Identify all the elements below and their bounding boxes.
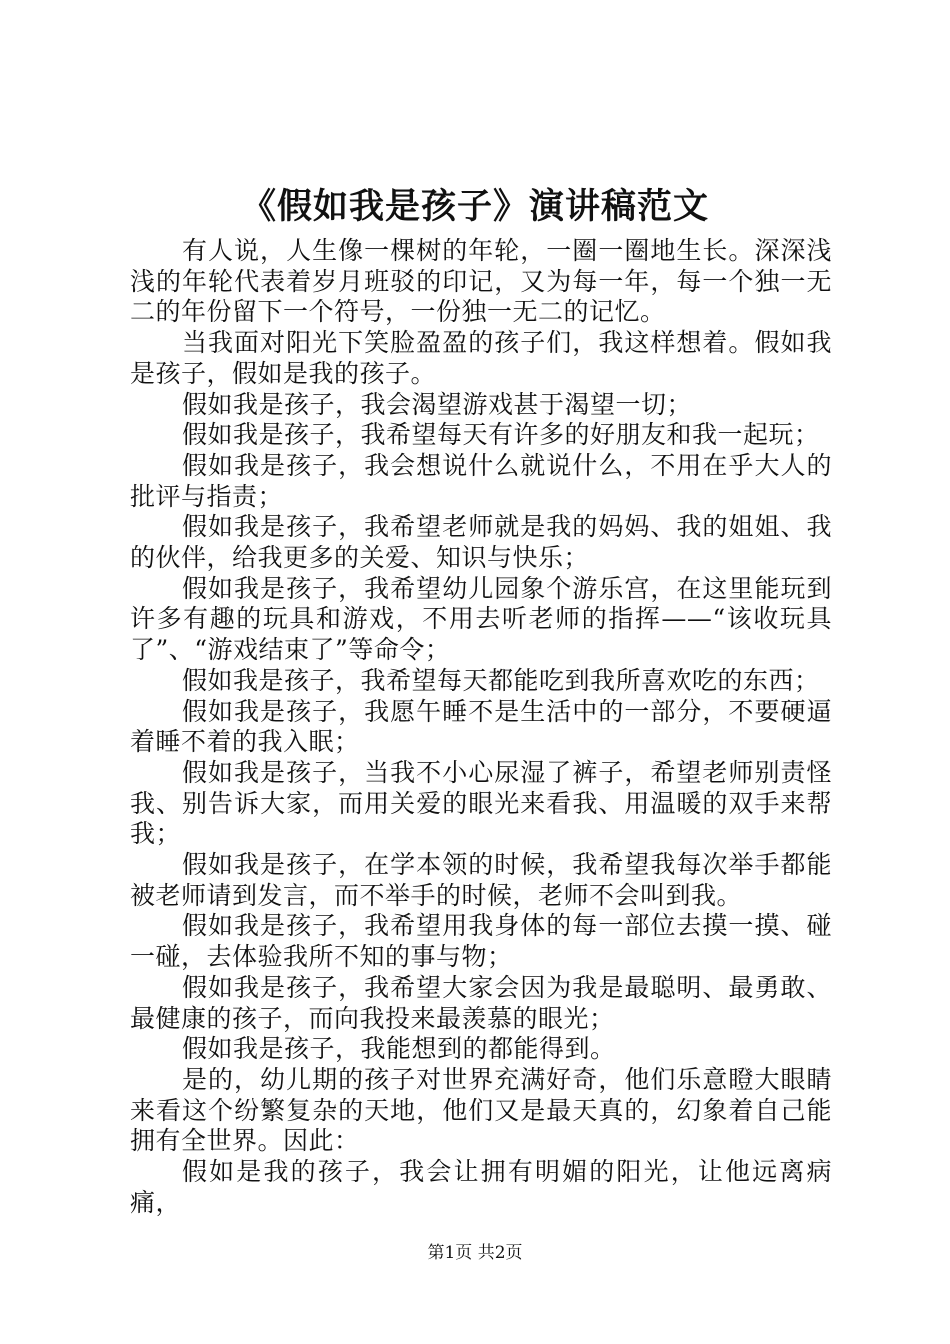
paragraph: 假如我是孩子，我希望用我身体的每一部位去摸一摸、碰一碰，去体验我所不知的事与物；: [130, 911, 832, 972]
document-title: 《假如我是孩子》演讲稿范文: [240, 186, 709, 227]
document-body: [130, 236, 832, 1219]
paragraph: 是的，幼儿期的孩子对世界充满好奇，他们乐意瞪大眼睛来看这个纷繁复杂的天地，他们又是最天真的，幻象着自己能拥有全世界。因此：: [130, 1064, 832, 1156]
page-number-footer: 第1页 共2页: [427, 1243, 523, 1263]
paragraph: 假如我是孩子，我希望老师就是我的妈妈、我的姐姐、我的伙伴，给我更多的关爱、知识与快乐；: [130, 512, 832, 573]
paragraph: 假如我是孩子，我希望每天都能吃到我所喜欢吃的东西；: [182, 665, 820, 695]
paragraph: 假如是我的孩子，我会让拥有明媚的阳光，让他远离病痛，: [130, 1157, 832, 1217]
paragraph: 假如我是孩子，我会渴望游戏甚于渴望一切；: [182, 389, 693, 419]
paragraph: 假如我是孩子，我能想到的都能得到。: [182, 1034, 616, 1064]
paragraph: 假如我是孩子，在学本领的时候，我希望我每次举手都能被老师请到发言，而不举手的时候，老师不会叫到我。: [130, 850, 832, 910]
paragraph: 假如我是孩子，我希望幼儿园象个游乐宫，在这里能玩到许多有趣的玩具和游戏，不用去听老师的指挥——“该收玩具了”、“游戏结束了”等命令；: [130, 573, 832, 665]
paragraph: 假如我是孩子，我希望大家会因为我是最聪明、最勇敢、最健康的孩子，而向我投来最羡慕的眼光；: [130, 972, 832, 1033]
paragraph: 当我面对阳光下笑脸盈盈的孩子们，我这样想着。假如我是孩子，假如是我的孩子。: [130, 328, 832, 388]
paragraph: 假如我是孩子，我愿午睡不是生活中的一部分，不要硬逼着睡不着的我入眠；: [130, 696, 832, 757]
paragraph: 假如我是孩子，当我不小心尿湿了裤子，希望老师别责怪我、别告诉大家，而用关爱的眼光来看我、用温暖的双手来帮我；: [130, 757, 832, 849]
paragraph: 假如我是孩子，我希望每天有许多的好朋友和我一起玩；: [182, 420, 820, 450]
paragraph: 假如我是孩子，我会想说什么就说什么，不用在乎大人的批评与指责；: [130, 450, 832, 511]
paragraph: 有人说，人生像一棵树的年轮，一圈一圈地生长。深深浅浅的年轮代表着岁月班驳的印记，又为每一年，每一个独一无二的年份留下一个符号，一份独一无二的记忆。: [130, 236, 832, 327]
